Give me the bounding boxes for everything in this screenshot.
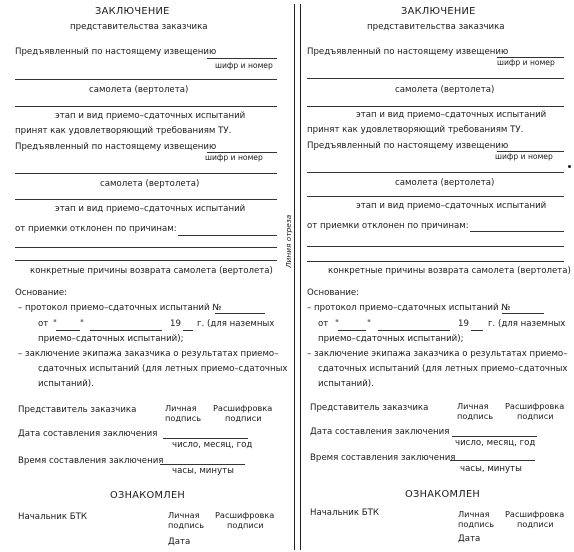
protocol-text: – протокол приемо–сдаточных испытаний № <box>307 303 511 313</box>
rejected-label: от приемки отклонен по причинам: <box>307 221 469 231</box>
protocol-number-line <box>502 313 544 314</box>
rejected-line-3 <box>15 260 277 261</box>
presented-label: Предъявленный по настоящему извещению <box>307 47 509 57</box>
basis-label: Основание: <box>307 288 360 298</box>
time-compiled-hint: часы, минуты <box>460 464 522 474</box>
aircraft-hint-2: самолета (вертолета) <box>100 179 200 189</box>
ground-text: г. (для наземных <box>488 319 566 329</box>
year-prefix: 19 <box>458 319 469 329</box>
crew-text-3: испытаний). <box>318 379 374 389</box>
crew-text-1: – заключение экипажа заказчика о результатах приемо– <box>307 349 568 359</box>
aircraft-line-2 <box>15 173 277 174</box>
right-border-line <box>300 4 301 550</box>
signature-caption-2: подпись <box>457 411 494 421</box>
cut-line-label: Линия отреза <box>284 214 293 268</box>
date-compiled-hint: число, месяц, год <box>172 440 253 450</box>
accepted-text: принят как удовлетворяющий требованиям ТУ. <box>307 125 524 135</box>
day-quote-open: " <box>53 319 57 329</box>
cipher-line <box>207 58 277 59</box>
accepted-text: принят как удовлетворяющий требованиям ТУ. <box>15 126 232 136</box>
decoding-caption-1: Расшифровка <box>505 401 565 411</box>
reasons-hint: конкретные причины возврата самолета (вертолета) <box>328 266 571 276</box>
rejected-line-3 <box>307 261 564 262</box>
basis-label: Основание: <box>15 288 68 298</box>
from-label: от <box>38 319 49 329</box>
signature-caption-1: Личная <box>165 403 197 413</box>
stage-line <box>307 106 564 107</box>
representative-label: Представитель заказчика <box>18 405 137 415</box>
time-compiled-line <box>160 464 245 465</box>
aircraft-hint: самолета (вертолета) <box>89 85 189 95</box>
aircraft-hint-2: самолета (вертолета) <box>395 178 495 188</box>
btk-decoding-caption-1: Расшифровка <box>215 510 275 520</box>
stray-dot <box>568 165 571 168</box>
year-line <box>183 330 193 331</box>
representative-label: Представитель заказчика <box>310 403 429 413</box>
day-line <box>338 330 366 331</box>
date-compiled-line <box>163 438 248 439</box>
stage-hint: этап и вид приемо–сдаточных испытаний <box>356 110 547 120</box>
crew-text-3: испытаний). <box>38 379 94 389</box>
day-quote-open: " <box>335 319 339 329</box>
btk-head-label: Начальник БТК <box>18 512 88 522</box>
rejected-line-2 <box>15 247 277 248</box>
aircraft-line <box>15 79 277 80</box>
stage-line <box>15 106 277 107</box>
reasons-hint: конкретные причины возврата самолета (вертолета) <box>30 266 273 276</box>
ground-text-2: приемо–сдаточных испытаний); <box>38 334 184 344</box>
btk-signature-caption-2: подпись <box>168 520 205 530</box>
btk-decoding-caption-2: подписи <box>517 519 554 529</box>
protocol-number-line <box>215 313 265 314</box>
acknowledged-heading: ОЗНАКОМЛЕН <box>405 489 481 500</box>
cipher-hint-2: шифр и номер <box>205 153 263 162</box>
aircraft-hint: самолета (вертолета) <box>395 85 495 95</box>
signature-caption-2: подпись <box>165 413 202 423</box>
stage-hint: этап и вид приемо–сдаточных испытаний <box>55 111 246 121</box>
rejected-line-1 <box>178 235 277 236</box>
time-compiled-label: Время составления заключения <box>310 453 456 463</box>
decoding-caption-1: Расшифровка <box>213 403 273 413</box>
from-label: от <box>318 319 329 329</box>
rejected-line-2 <box>307 246 564 247</box>
aircraft-line-2 <box>307 172 564 173</box>
btk-date-label: Дата <box>168 537 191 547</box>
btk-head-label: Начальник БТК <box>310 508 380 518</box>
cipher-hint: шифр и номер <box>215 61 273 70</box>
stage-hint-2: этап и вид приемо–сдаточных испытаний <box>356 201 547 211</box>
btk-signature-caption-2: подпись <box>458 519 495 529</box>
day-quote-close: " <box>80 319 84 329</box>
protocol-text: – протокол приемо–сдаточных испытаний № <box>18 303 222 313</box>
decoding-caption-2: подписи <box>517 411 554 421</box>
year-line <box>471 330 483 331</box>
year-prefix: 19 <box>170 319 181 329</box>
cipher-hint: шифр и номер <box>497 58 555 67</box>
acknowledged-heading: ОЗНАКОМЛЕН <box>110 490 186 501</box>
presented-label-2: Предъявленный по настоящему извещению <box>307 141 509 151</box>
signature-caption-1: Личная <box>457 401 489 411</box>
time-compiled-label: Время составления заключения <box>18 456 164 466</box>
rejected-label: от приемки отклонен по причинам: <box>15 224 177 234</box>
day-quote-close: " <box>367 319 371 329</box>
form-title: ЗАКЛЮЧЕНИЕ <box>95 6 170 17</box>
date-compiled-hint: число, месяц, год <box>455 438 536 448</box>
left-border-line <box>294 4 295 550</box>
crew-text-2: сдаточных испытаний (для летных приемо–сдаточных <box>38 364 288 374</box>
day-line <box>56 330 80 331</box>
decoding-caption-2: подписи <box>225 413 262 423</box>
btk-decoding-caption-1: Расшифровка <box>505 509 565 519</box>
date-compiled-line <box>452 436 537 437</box>
time-compiled-line <box>450 460 535 461</box>
crew-text-1: – заключение экипажа заказчика о результатах приемо– <box>18 349 279 359</box>
presented-label: Предъявленный по настоящему извещению <box>15 47 217 57</box>
btk-signature-caption-1: Личная <box>458 509 490 519</box>
stage-hint-2: этап и вид приемо–сдаточных испытаний <box>55 204 246 214</box>
date-compiled-label: Дата составления заключения <box>310 427 450 437</box>
month-line <box>90 330 162 331</box>
form-title: ЗАКЛЮЧЕНИЕ <box>401 6 476 17</box>
btk-signature-caption-1: Личная <box>168 510 200 520</box>
stage-line-2 <box>15 199 277 200</box>
aircraft-line <box>307 78 564 79</box>
cipher-hint-2: шифр и номер <box>495 152 553 161</box>
ground-text: г. (для наземных <box>197 319 275 329</box>
rejected-line-1 <box>470 231 564 232</box>
month-line <box>378 330 450 331</box>
stage-line-2 <box>307 196 564 197</box>
btk-date-label: Дата <box>458 534 481 544</box>
ground-text-2: приемо–сдаточных испытаний); <box>318 334 464 344</box>
form-subtitle: представительства заказчика <box>367 22 505 32</box>
date-compiled-label: Дата составления заключения <box>18 429 158 439</box>
btk-decoding-caption-2: подписи <box>227 520 264 530</box>
time-compiled-hint: часы, минуты <box>172 466 234 476</box>
crew-text-2: сдаточных испытаний (для летных приемо–сдаточных <box>318 364 568 374</box>
form-subtitle: представительства заказчика <box>70 22 208 32</box>
presented-label-2: Предъявленный по настоящему извещению <box>15 142 217 152</box>
